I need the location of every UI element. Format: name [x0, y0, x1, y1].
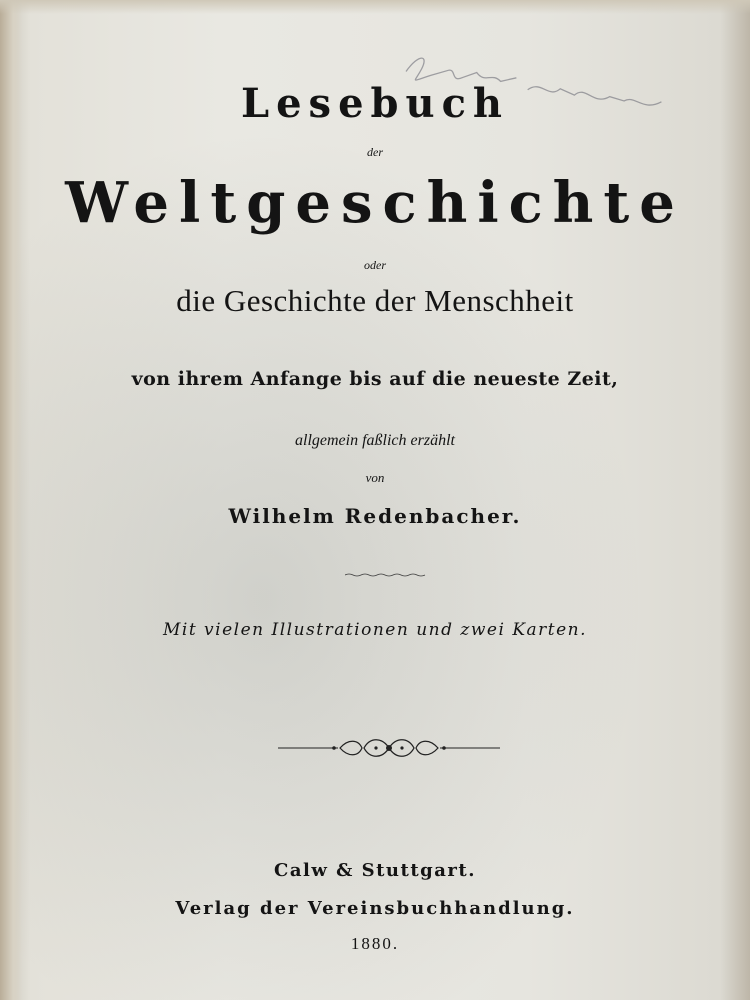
subtitle-menschheit: die Geschichte der Menschheit [176, 283, 574, 318]
title-weltgeschichte: Weltgeschichte [65, 170, 685, 236]
subtitle-zeit: von ihrem Anfange bis auf die neueste Zeit, [131, 368, 619, 390]
imprint-place: Calw & Stuttgart. [274, 860, 476, 881]
title-oder: oder [364, 258, 386, 272]
author-name: Wilhelm Redenbacher. [228, 504, 522, 528]
ornament-divider [278, 735, 500, 761]
imprint-year: 1880. [350, 934, 400, 953]
author-von: von [365, 470, 385, 485]
wavy-divider [345, 573, 427, 577]
illustrations-note: Mit vielen Illustrationen und zwei Karten. [162, 620, 588, 640]
author-intro: allgemein faßlich erzählt [295, 432, 455, 449]
title-der: der [367, 145, 383, 159]
page-top-edge [0, 0, 750, 14]
title-lesebuch: Lesebuch [240, 80, 510, 127]
imprint-publisher: Verlag der Vereinsbuchhandlung. [175, 898, 575, 919]
